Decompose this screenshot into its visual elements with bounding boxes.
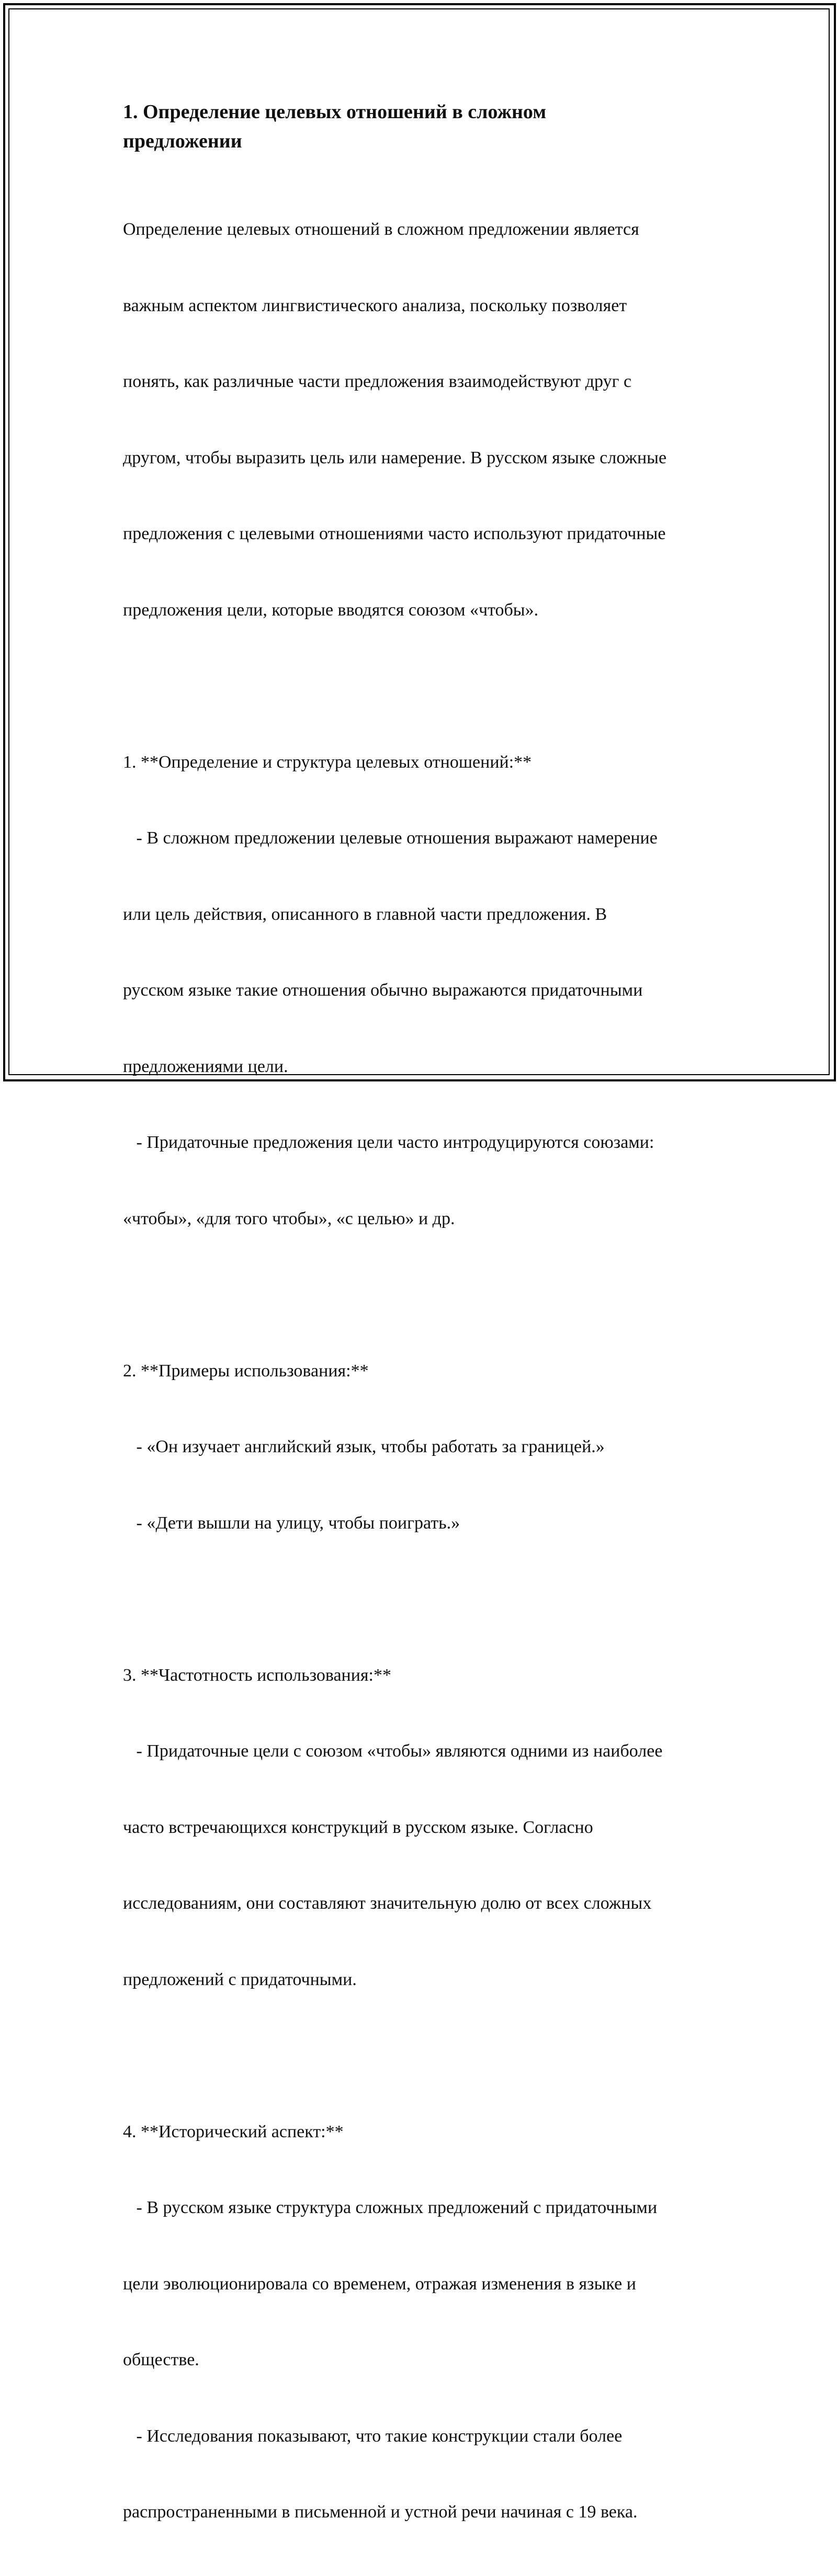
body-line: предложений с придаточными. <box>123 1969 357 1989</box>
body-line: обществе. <box>123 2350 199 2369</box>
body-line: важным аспектом лингвистического анализа, поскольку позволяет <box>123 295 627 315</box>
document-body <box>123 166 719 2576</box>
body-line: - В сложном предложении целевые отношения выражают намерение <box>123 828 658 848</box>
body-line: часто встречающихся конструкций в русском языке. Согласно <box>123 1817 593 1837</box>
body-line: «чтобы», «для того чтобы», «с целью» и др. <box>123 1209 455 1228</box>
title-line: 1. Определение целевых отношений в сложном <box>123 101 547 123</box>
title-line: предложении <box>123 130 242 152</box>
section-heading: 1. **Определение и структура целевых отношений:** <box>123 752 532 772</box>
body-line: предложениями цели. <box>123 1056 288 1076</box>
blank-line <box>123 674 719 699</box>
body-line: русском языке такие отношения обычно выражаются придаточными <box>123 981 643 1000</box>
body-line: цели эволюционировала со временем, отражая изменения в языке и <box>123 2274 636 2294</box>
body-line: - В русском языке структура сложных предложений с придаточными <box>123 2198 658 2217</box>
body-line: - Исследования показывают, что такие конструкции стали более <box>123 2426 623 2446</box>
section-heading: 3. **Частотность использования:** <box>123 1665 392 1685</box>
body-line: Определение целевых отношений в сложном предложении является <box>123 220 639 239</box>
body-line: - Придаточные предложения цели часто интродуцируются союзами: <box>123 1133 654 1152</box>
body-line: или цель действия, описанного в главной части предложения. В <box>123 904 607 924</box>
section-heading: 2. **Примеры использования:** <box>123 1361 369 1381</box>
section-heading: 4. **Исторический аспект:** <box>123 2122 344 2141</box>
document-content <box>123 97 719 2576</box>
body-line: понять, как различные части предложения взаимодействуют друг с <box>123 372 632 391</box>
body-line: предложения цели, которые вводятся союзом «чтобы». <box>123 600 539 620</box>
body-line: - «Дети вышли на улицу, чтобы поиграть.» <box>123 1513 460 1533</box>
body-line: предложения с целевыми отношениями часто используют придаточные <box>123 524 666 543</box>
blank-line <box>123 1587 719 1612</box>
body-line: - «Он изучает английский язык, чтобы работать за границей.» <box>123 1437 605 1456</box>
body-line: распространенными в письменной и устной речи начиная с 19 века. <box>123 2502 638 2522</box>
body-line: - Придаточные цели с союзом «чтобы» являются одними из наиболее <box>123 1741 663 1761</box>
blank-line <box>123 1282 719 1308</box>
blank-line <box>123 2043 719 2069</box>
body-line: другом, чтобы выразить цель или намерение. В русском языке сложные <box>123 448 667 468</box>
body-line: исследованиям, они составляют значительную долю от всех сложных <box>123 1894 652 1913</box>
document-title <box>123 97 719 156</box>
